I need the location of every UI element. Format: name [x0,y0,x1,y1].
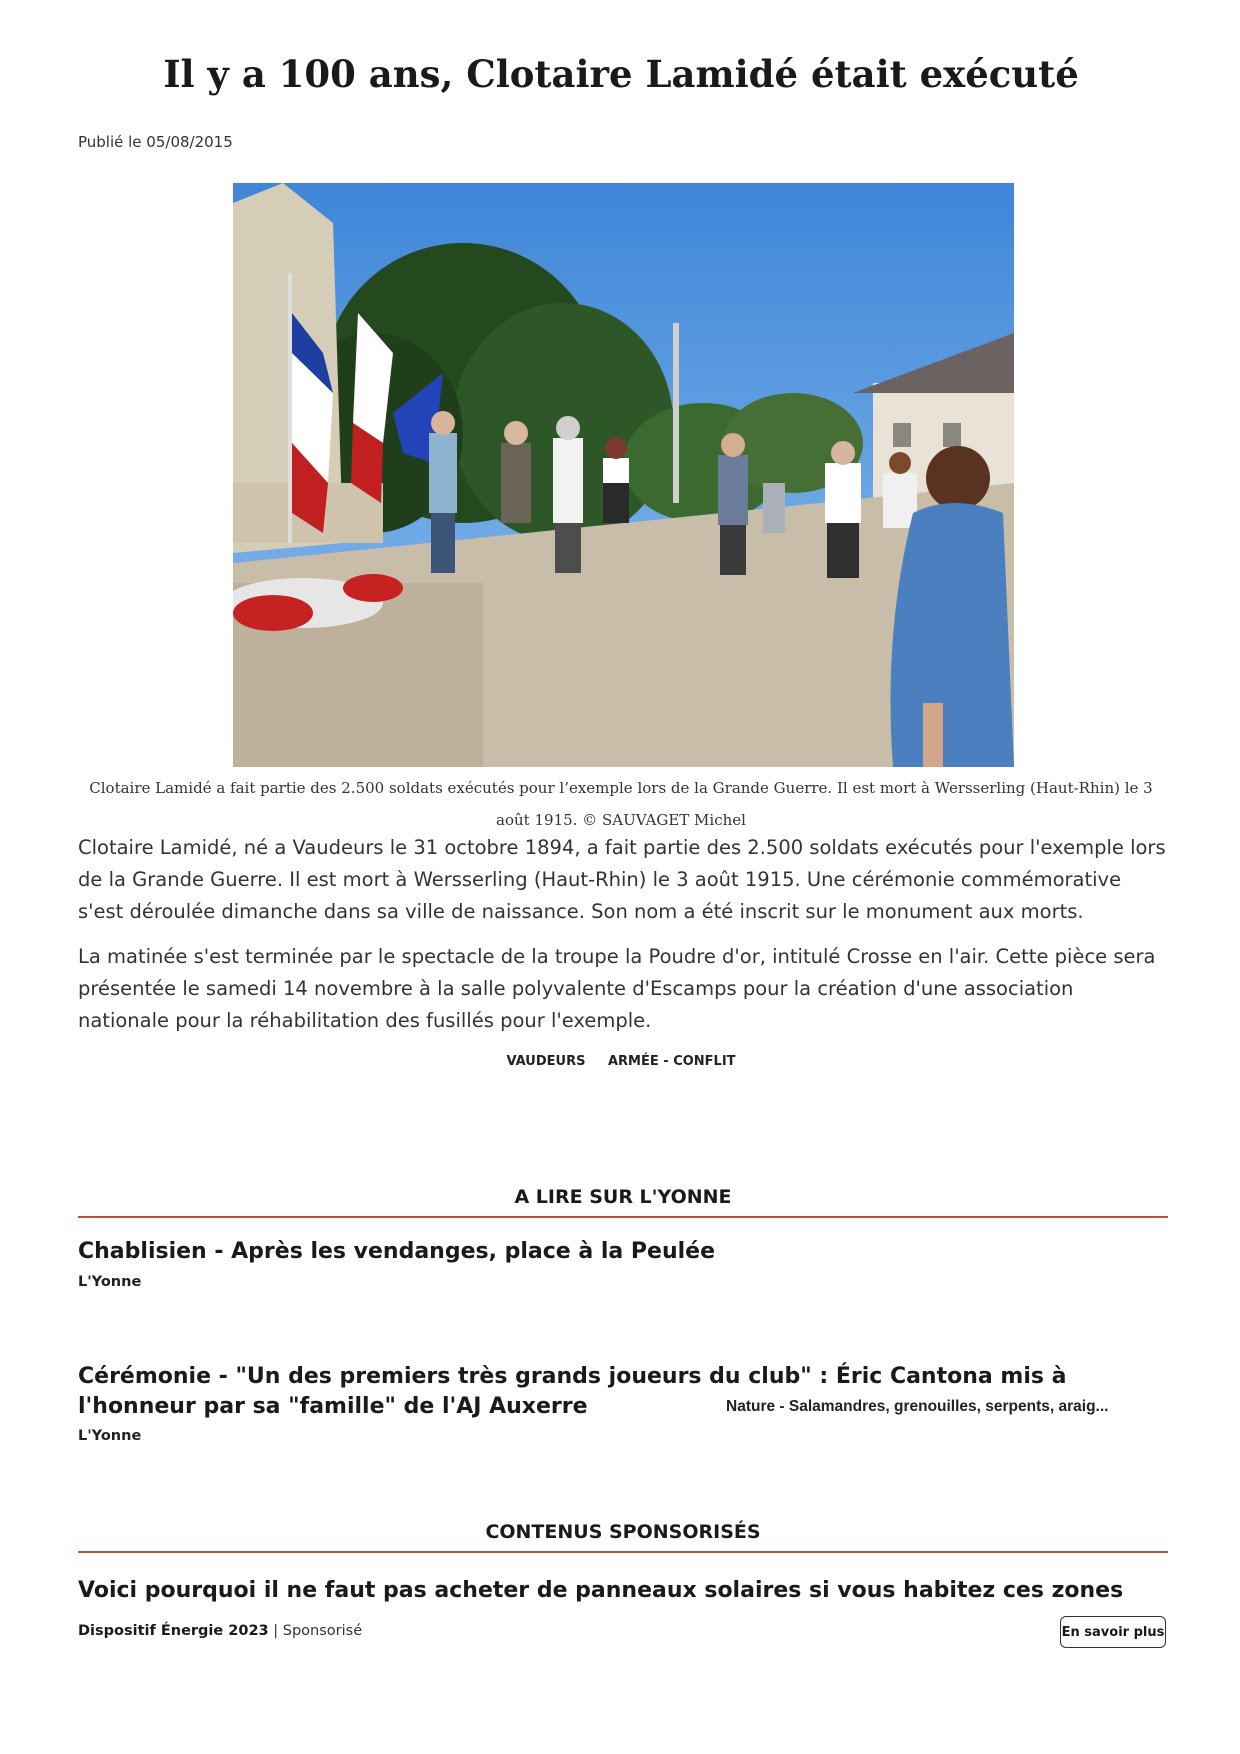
read-more-source: L'Yonne [78,1428,142,1444]
photo-caption: Clotaire Lamidé a fait partie des 2.500 soldats exécutés pour l’exemple lors de la Grande Guerre. Il est mort à Wersserling (Haut-Rhin) le 3 août 1915. © SAUVAGET Michel [89,779,1153,829]
sponsor-label: Sponsorisé [282,1623,363,1639]
sponsor-separator: | [268,1623,283,1639]
article-photo [233,183,1014,767]
read-more-link[interactable]: Chablisien - Après les vendanges, place à la Peulée [78,1239,716,1264]
tag-list [78,1054,1164,1069]
sponsor-advertiser: Dispositif Énergie 2023 [78,1623,269,1639]
sponsor-line [78,1623,362,1639]
tag-vaudeurs[interactable]: VAUDEURS [506,1054,586,1069]
page-title: Il y a 100 ans, Clotaire Lamidé était exécuté [163,52,1079,96]
sponsored-link[interactable]: Voici pourquoi il ne faut pas acheter de panneaux solaires si vous habitez ces zones [78,1578,1124,1603]
read-more-side-link[interactable]: Nature - Salamandres, grenouilles, serpents, araig... [726,1398,1109,1415]
article-paragraph: Clotaire Lamidé, né a Vaudeurs le 31 octobre 1894, a fait partie des 2.500 soldats exécutés pour l'exemple lors de la Grande Guerre. Il est mort à Wersserling (Haut-Rhin) le 3 août 1915. Une cérémonie commémorative s'est déroulée dimanche dans sa ville de naissance. Son nom a été inscrit sur le monument aux morts. [78,836,1166,923]
tag-armee-conflit[interactable]: ARMÉE - CONFLIT [607,1054,736,1069]
sponsored-heading: CONTENUS SPONSORISÉS [78,1521,1168,1553]
article-paragraph: La matinée s'est terminée par le spectacle de la troupe la Poudre d'or, intitulé Crosse en l'air. Cette pièce sera présentée le samedi 14 novembre à la salle polyvalente d'Escamps pour la création d'une association nationale pour la réhabilitation des fusillés pour l'exemple. [78,945,1156,1032]
read-more-source: L'Yonne [78,1274,142,1290]
learn-more-button[interactable]: En savoir plus [1060,1616,1166,1648]
publish-date: Publié le 05/08/2015 [78,133,233,151]
read-more-heading: A LIRE SUR L'YONNE [78,1186,1168,1218]
read-more-link[interactable]: Cérémonie - "Un des premiers très grands joueurs du club" : Éric Cantona mis à l'honneur par sa "famille" de l'AJ Auxerre [78,1364,1067,1419]
